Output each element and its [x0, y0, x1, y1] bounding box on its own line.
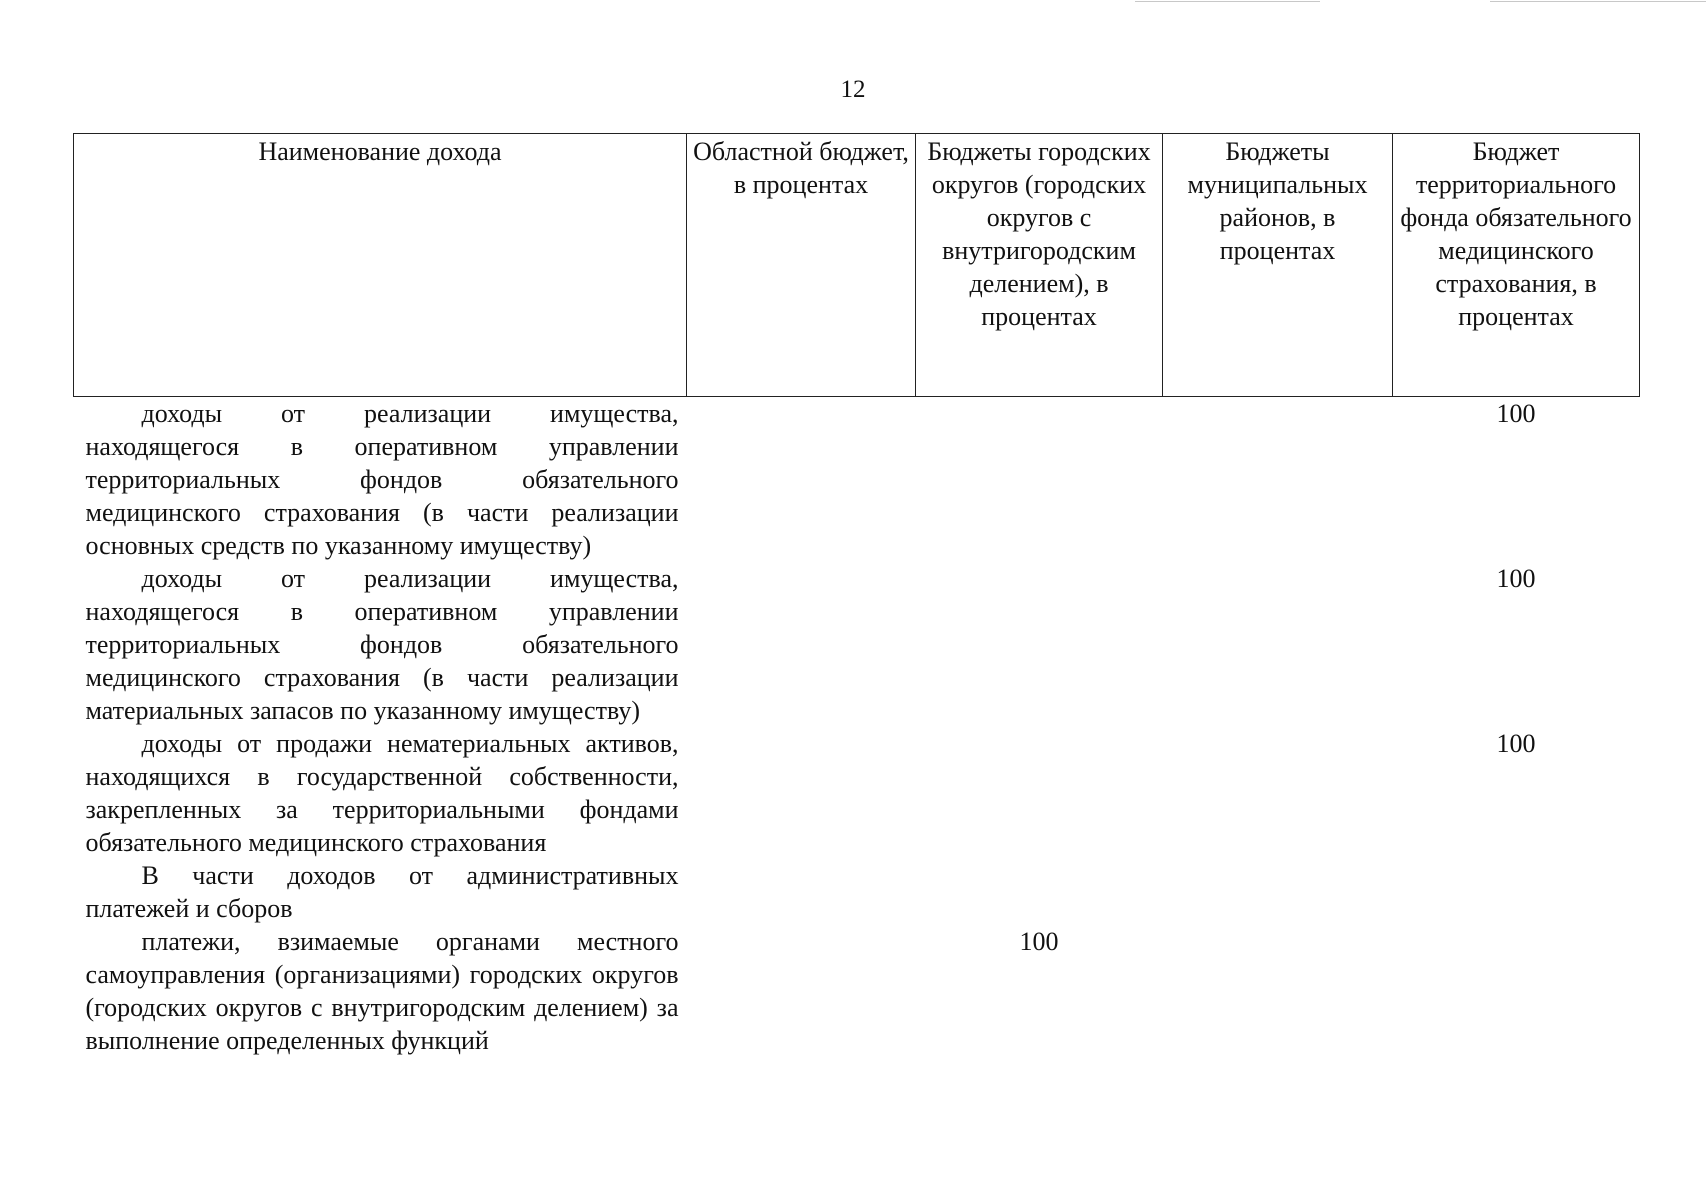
regional-value — [687, 562, 916, 727]
city-value — [916, 859, 1163, 925]
table-row — [74, 562, 1640, 727]
scan-mark — [1135, 1, 1320, 2]
municipal-value — [1163, 397, 1393, 563]
header-city-budgets: Бюджеты городских округов (городских округов с внутригородским делением), в процентах — [916, 134, 1163, 397]
tfoms-value: 100 — [1496, 729, 1536, 758]
income-name-cell: платежи, взимаемые органами местного самоуправления (организациями) городских округов (городских округов с внутригородским делением) за выполнение определенных функций — [85, 927, 679, 1055]
city-value: 100 — [1019, 927, 1059, 956]
scan-mark — [1490, 1, 1706, 2]
header-municipal-budgets: Бюджеты муниципальных районов, в процентах — [1163, 134, 1393, 397]
income-name-cell: доходы от реализации имущества, находящегося в оперативном управлении территориальных фондов обязательного медицинского страхования (в части реализации основных средств по указанному имуществу) — [85, 399, 679, 560]
city-value — [916, 397, 1163, 563]
city-value — [916, 562, 1163, 727]
regional-value — [687, 397, 916, 563]
page-number: 12 — [840, 76, 866, 103]
municipal-value — [1163, 727, 1393, 859]
tfoms-value — [1393, 859, 1640, 925]
income-name-cell: доходы от реализации имущества, находящегося в оперативном управлении территориальных фондов обязательного медицинского страхования (в части реализации материальных запасов по указанному имуществу) — [85, 564, 679, 725]
city-value — [916, 727, 1163, 859]
municipal-value — [1163, 562, 1393, 727]
header-income-name: Наименование дохода — [74, 134, 687, 397]
table-row — [74, 859, 1640, 925]
regional-value — [687, 727, 916, 859]
tfoms-value — [1393, 925, 1640, 1057]
income-name-cell: доходы от продажи нематериальных активов, находящихся в государственной собственности, закрепленных за территориальными фондами обязательного медицинского страхования — [85, 729, 679, 857]
regional-value — [687, 925, 916, 1057]
municipal-value — [1163, 925, 1393, 1057]
table-row — [74, 397, 1640, 563]
header-regional-budget: Областной бюджет, в процентах — [687, 134, 916, 397]
regional-value — [687, 859, 916, 925]
tfoms-value: 100 — [1496, 399, 1536, 428]
income-distribution-table — [73, 133, 1640, 1057]
municipal-value — [1163, 859, 1393, 925]
income-name-cell: В части доходов от административных платежей и сборов — [85, 861, 679, 923]
table-row — [74, 925, 1640, 1057]
header-tfoms-budget: Бюджет территориального фонда обязательного медицинского страхования, в процентах — [1393, 134, 1640, 397]
tfoms-value: 100 — [1496, 564, 1536, 593]
table-header-row — [74, 134, 1640, 397]
table-row — [74, 727, 1640, 859]
